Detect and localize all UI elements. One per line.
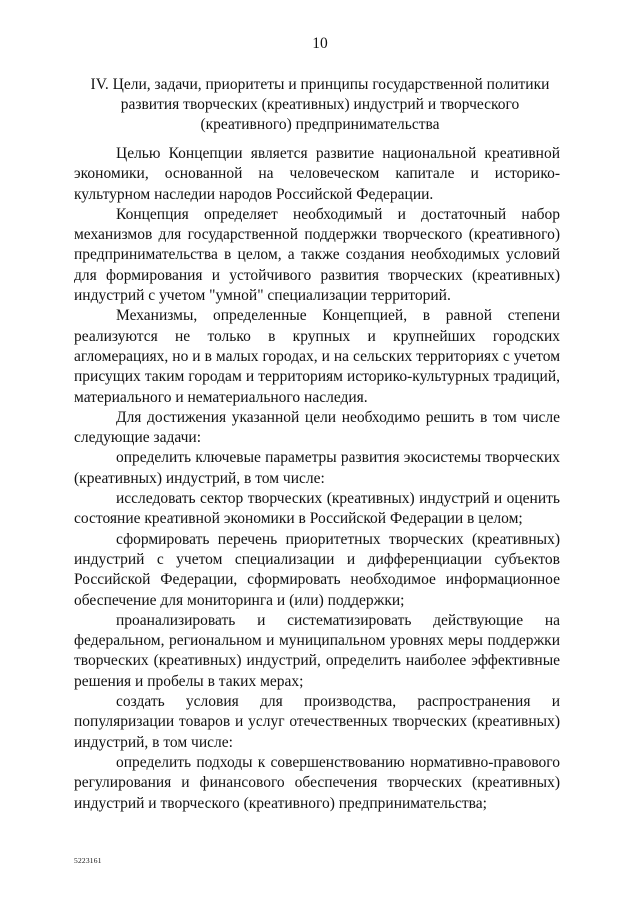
paragraph-mechanisms-territories: Механизмы, определенные Концепцией, в равной степени реализуются не только в крупных и крупнейших городских агломерациях, но и в малых городах, и на сельских территориях с учетом присущих таким городам и территориям историко-культурных традиций, материального и нематериального наследия. bbox=[74, 307, 560, 406]
heading-line-3: (креативного) предпринимательства bbox=[200, 116, 440, 133]
document-code: 5223161 bbox=[74, 856, 102, 865]
paragraph-task-priority-list: сформировать перечень приоритетных творческих (креативных) индустрий с учетом специализации и дифференциации субъектов Российской Федерации, сформировать необходимое информационное обеспечение для мониторинга и (или) поддержки; bbox=[74, 530, 560, 609]
paragraph-concept-mechanisms: Концепция определяет необходимый и достаточный набор механизмов для государственной поддержки творческого (креативного) предпринимательства в целом, а также создания необходимых условий для формирования и устойчивого развития творческих (креативных) индустрий с учетом "умной" специализации территорий. bbox=[74, 205, 560, 305]
paragraph-tasks-intro: Для достижения указанной цели необходимо решить в том числе следующие задачи: bbox=[74, 408, 560, 447]
paragraph-task-regulation: определить подходы к совершенствованию нормативно-правового регулирования и финансового обеспечения творческих (креативных) индустрий и творческого (креативного) предпринимательства; bbox=[74, 753, 560, 812]
document-body bbox=[74, 144, 560, 814]
paragraph-goal: Целью Концепции является развитие национальной креативной экономики, основанной на человеческом капитале и историко-культурном наследии народов Российской Федерации. bbox=[74, 145, 560, 203]
page-number: 10 bbox=[312, 35, 328, 52]
heading-line-1: IV. Цели, задачи, приоритеты и принципы государственной политики bbox=[90, 76, 550, 93]
heading-line-2: развития творческих (креативных) индустрий и творческого bbox=[120, 96, 520, 113]
section-heading bbox=[72, 75, 568, 135]
paragraph-task-analyze-support: проанализировать и систематизировать действующие на федеральном, региональном и муниципальном уровнях меры поддержки творческих (креативных) индустрий, определить наиболее эффективные решения и пробелы в таких мерах; bbox=[74, 611, 560, 690]
paragraph-task-research-sector: исследовать сектор творческих (креативных) индустрий и оценить состояние креативной экономики в Российской Федерации в целом; bbox=[74, 490, 560, 528]
paragraph-task-create-conditions: создать условия для производства, распространения и популяризации товаров и услуг отечественных творческих (креативных) индустрий, в том числе: bbox=[74, 693, 560, 751]
paragraph-task-key-parameters: определить ключевые параметры развития экосистемы творческих (креативных) индустрий, в том числе: bbox=[74, 449, 560, 487]
